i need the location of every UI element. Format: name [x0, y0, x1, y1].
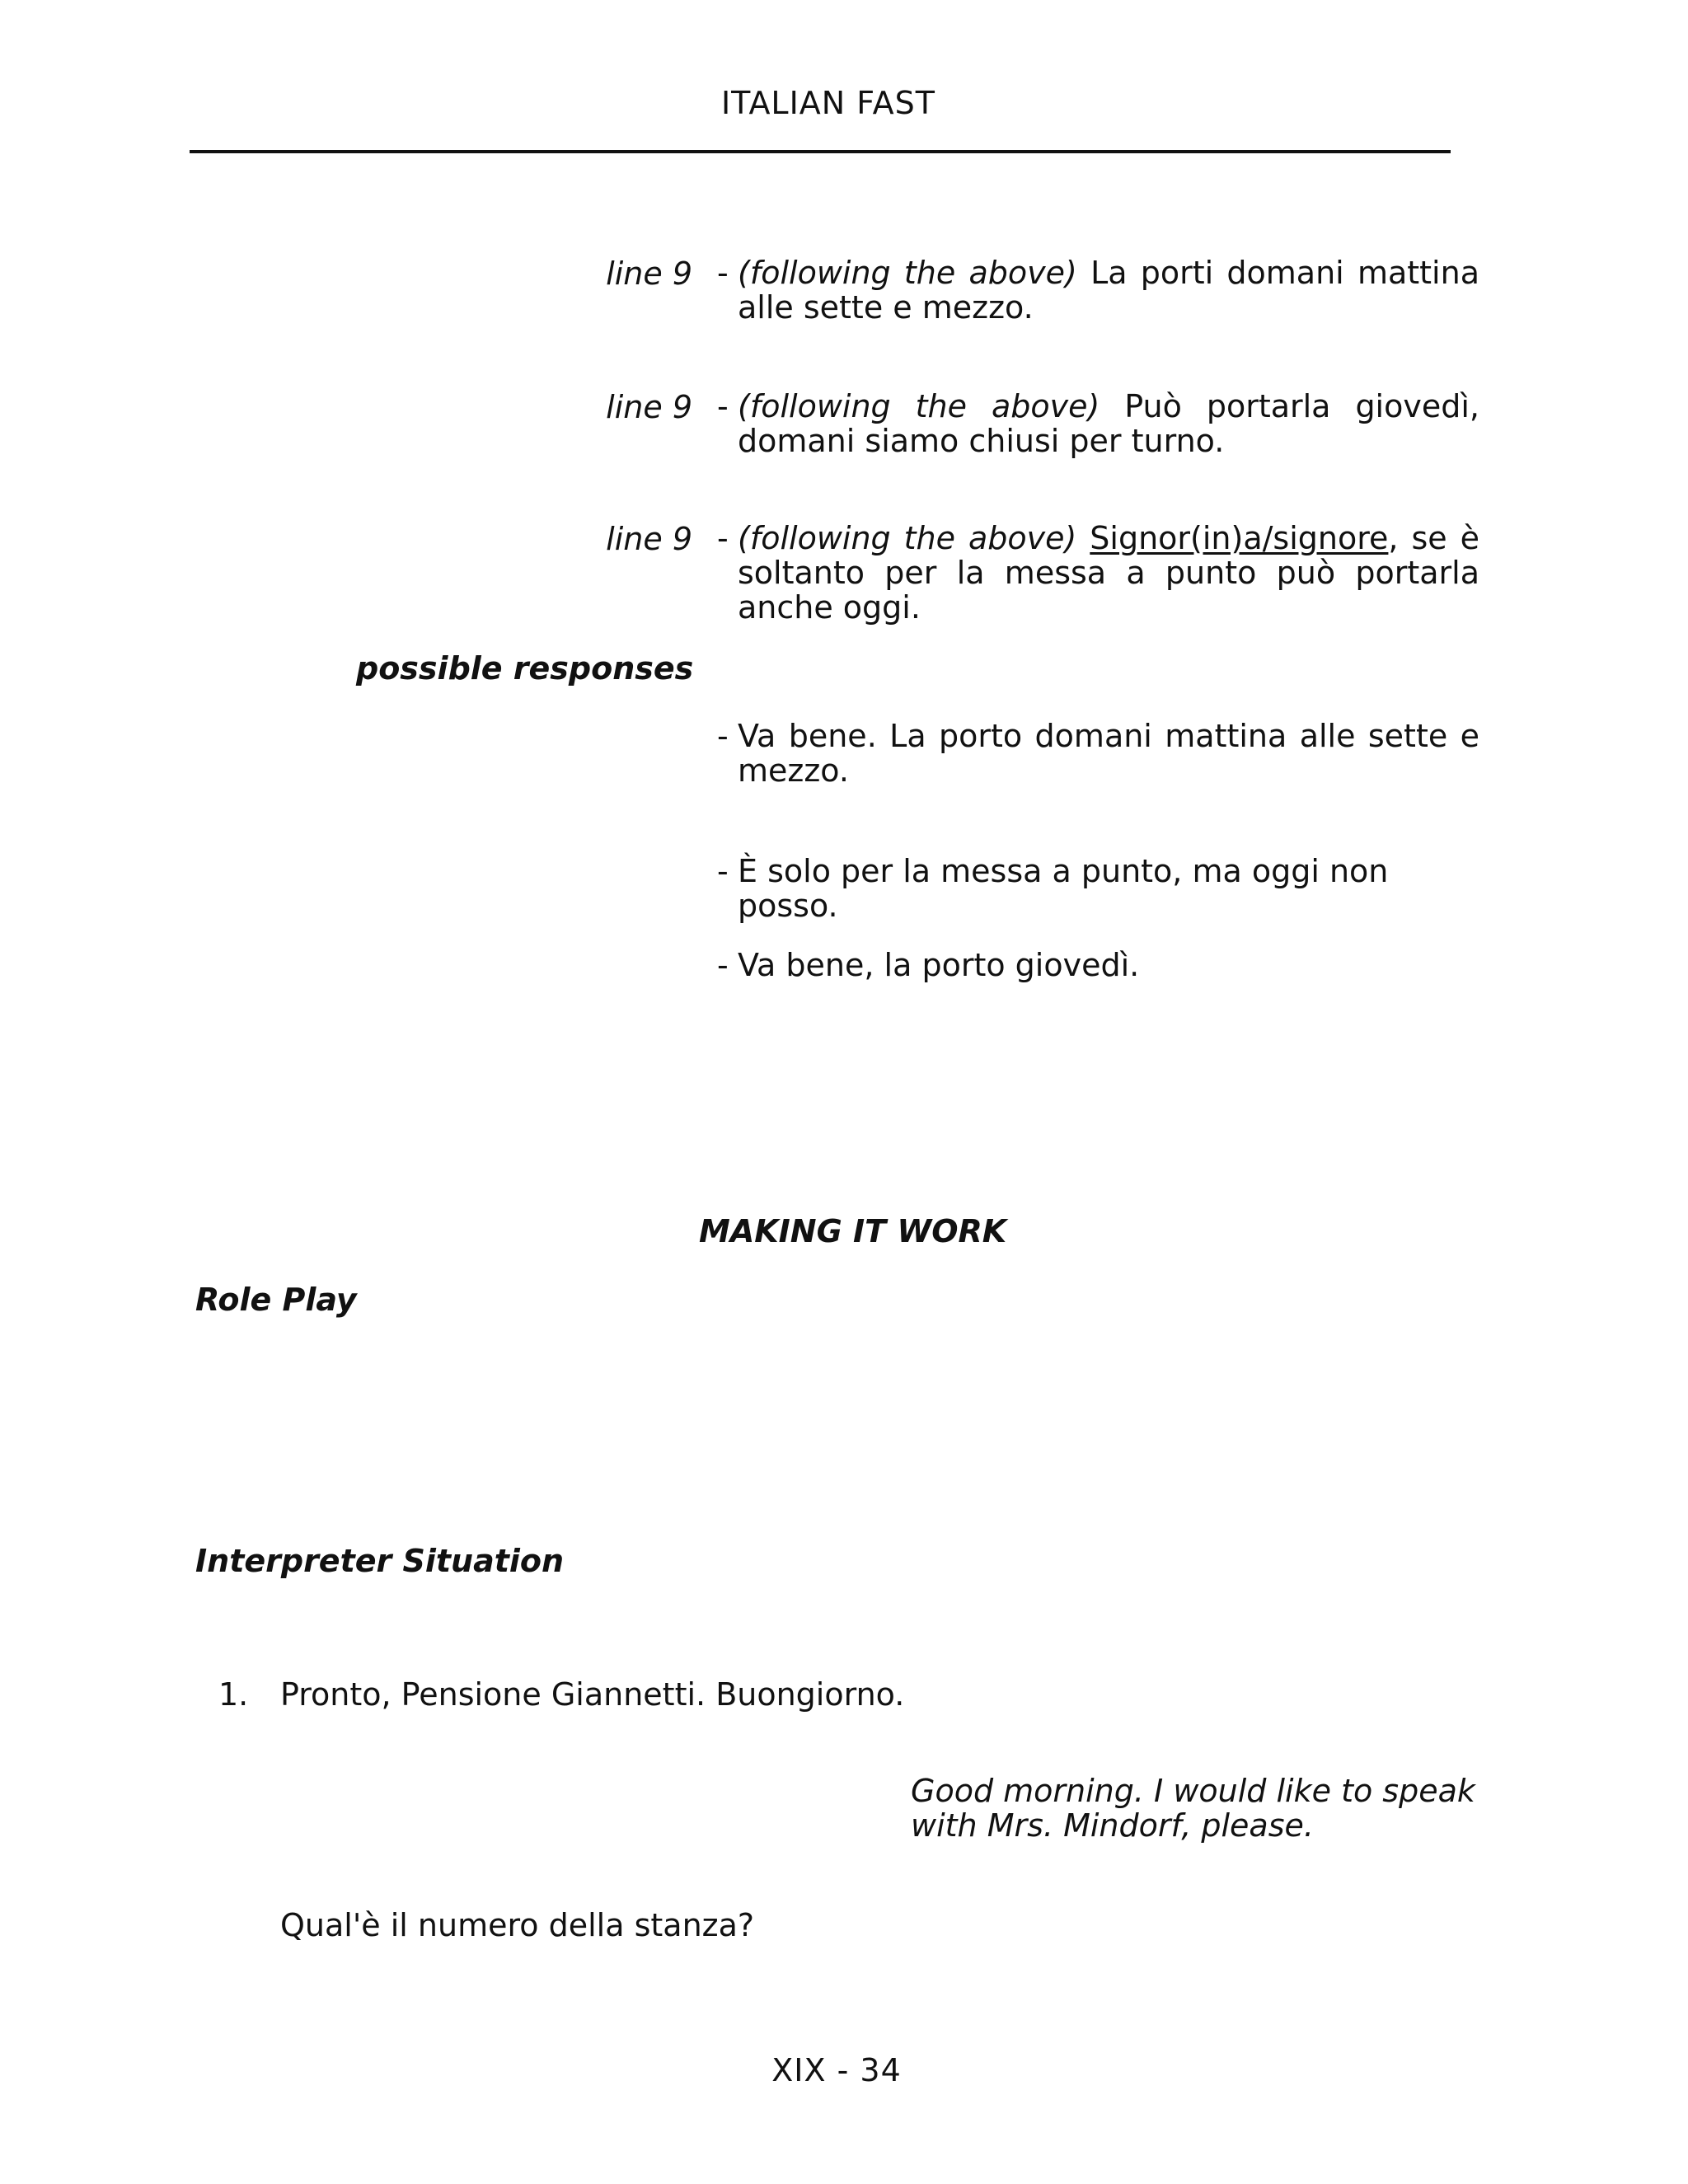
line-label: line 9	[606, 255, 692, 292]
entry-dash: -	[717, 388, 729, 424]
entry-italic-note: (following the above)	[738, 388, 1100, 424]
entry-text	[738, 521, 1479, 625]
english-response: Good morning. I would like to speak with Mrs. Mindorf, please.	[911, 1773, 1475, 1844]
interpreter-situation-heading: Interpreter Situation	[195, 1543, 565, 1579]
entry-text	[738, 255, 1479, 325]
entry-italic-note: (following the above)	[738, 255, 1077, 291]
running-header: ITALIAN FAST	[720, 85, 936, 121]
response-dash: -	[717, 718, 729, 754]
response-dash: -	[717, 947, 729, 983]
page-number: XIX - 34	[771, 2052, 902, 2088]
response-item: Va bene, la porto giovedì.	[738, 947, 1140, 983]
entry-text	[738, 389, 1479, 458]
section-title: MAKING IT WORK	[699, 1213, 1007, 1249]
italian-line: Pronto, Pensione Giannetti. Buongiorno.	[280, 1676, 905, 1713]
header-rule	[190, 150, 1451, 153]
response-dash: -	[717, 853, 729, 889]
response-item: Va bene. La porto domani mattina alle sette e mezzo.	[738, 718, 1479, 789]
response-item: È solo per la messa a punto, ma oggi non posso.	[738, 853, 1389, 924]
entry-italic-note: (following the above)	[738, 520, 1077, 556]
entry-italian-text: , se è soltanto per la messa a punto può portarla anche oggi.	[738, 520, 1479, 626]
item-number: 1.	[218, 1676, 249, 1713]
possible-responses-heading: possible responses	[356, 650, 694, 687]
role-play-heading: Role Play	[195, 1282, 357, 1318]
entry-dash: -	[717, 520, 729, 556]
entry-dash: -	[717, 255, 729, 291]
entry-italian-text: La porti domani mattina alle sette e mezzo.	[738, 255, 1479, 326]
italian-line: Qual'è il numero della stanza?	[280, 1907, 755, 1943]
entry-underlined-text: Signor(in)a/signore	[1090, 520, 1389, 556]
entry-italian-text: Può portarla giovedì, domani siamo chiusi per turno.	[738, 388, 1479, 459]
line-label: line 9	[606, 389, 692, 425]
line-label: line 9	[606, 521, 692, 557]
